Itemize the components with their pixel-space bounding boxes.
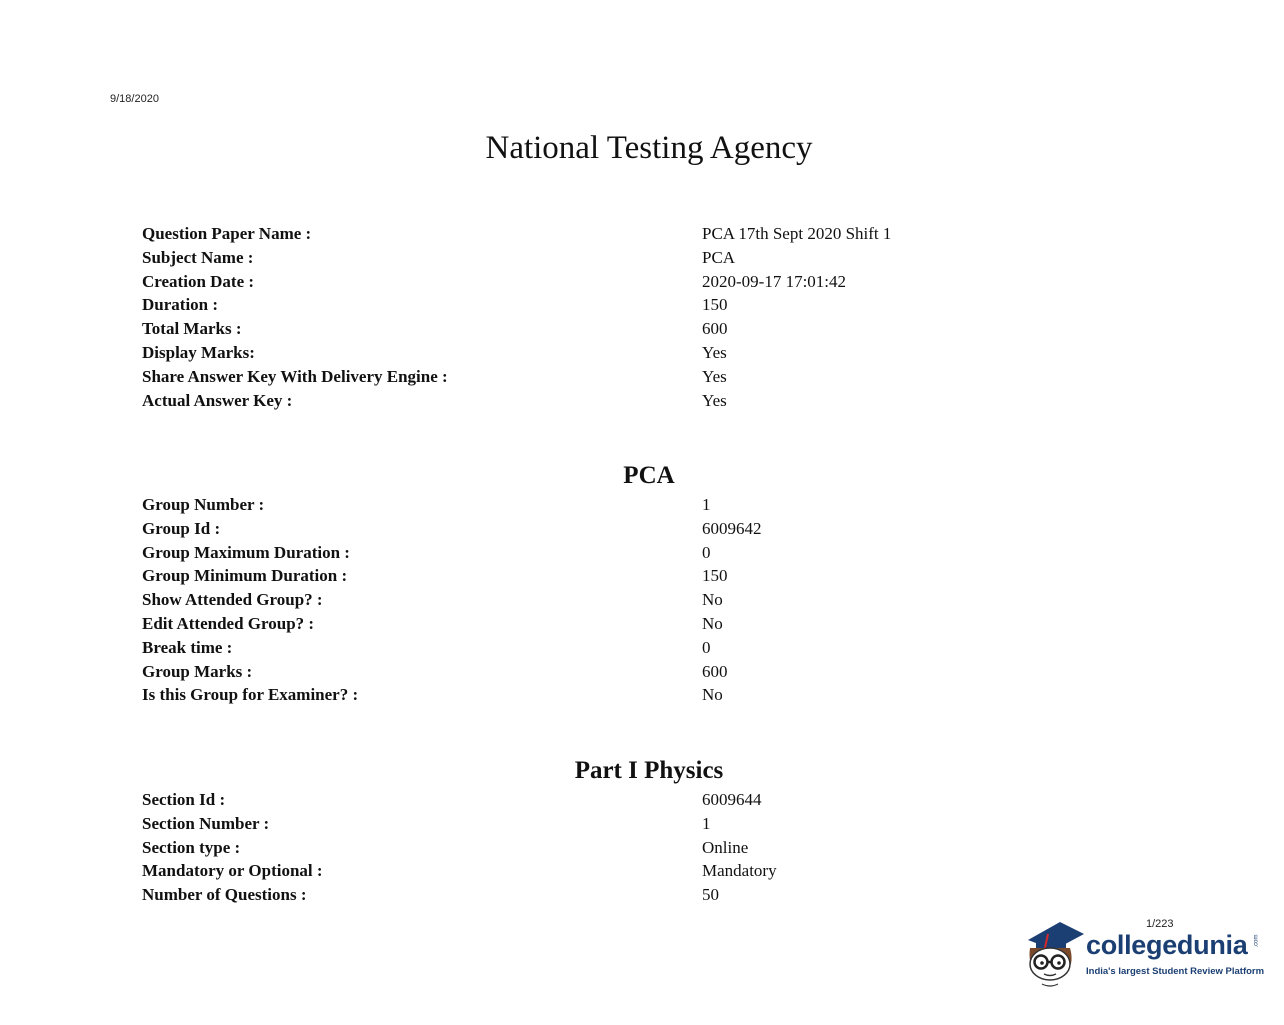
section-row bbox=[142, 859, 1042, 883]
group-label: Edit Attended Group? : bbox=[142, 613, 315, 633]
section-value: 1 bbox=[702, 813, 711, 833]
group-row bbox=[142, 636, 1042, 660]
info-value: Yes bbox=[702, 342, 727, 362]
section-label: Section Id : bbox=[142, 790, 226, 809]
info-row bbox=[142, 246, 1042, 270]
group-label: Group Minimum Duration : bbox=[142, 566, 348, 586]
group-label: Group Marks : bbox=[142, 661, 253, 681]
info-label: Share Answer Key With Delivery Engine : bbox=[142, 366, 448, 386]
info-value: PCA bbox=[702, 247, 736, 267]
paper-info-list bbox=[142, 222, 1042, 412]
section-info-list bbox=[142, 788, 1042, 907]
group-value: 1 bbox=[702, 495, 711, 514]
group-label: Group Maximum Duration : bbox=[142, 542, 350, 562]
group-value: No bbox=[702, 590, 723, 610]
group-value: 0 bbox=[702, 637, 711, 657]
section-value: 6009644 bbox=[702, 790, 762, 809]
group-title: PCA bbox=[623, 462, 675, 489]
info-label: Total Marks : bbox=[142, 319, 242, 339]
brand-name: collegedunia bbox=[1086, 930, 1248, 960]
collegedunia-logo bbox=[1022, 918, 1265, 990]
section-label: Section type : bbox=[142, 837, 241, 857]
info-value: Yes bbox=[702, 366, 727, 386]
section-row bbox=[142, 836, 1042, 860]
info-value: 600 bbox=[702, 319, 728, 339]
info-row bbox=[142, 270, 1042, 294]
info-row bbox=[142, 341, 1042, 365]
info-value: Yes bbox=[702, 390, 727, 410]
info-label: Display Marks: bbox=[142, 342, 255, 362]
group-label: Group Id : bbox=[142, 518, 221, 538]
section-value: Online bbox=[702, 837, 749, 857]
info-value: 150 bbox=[702, 295, 728, 315]
group-value: 150 bbox=[702, 566, 728, 586]
group-row bbox=[142, 588, 1042, 612]
info-label: Actual Answer Key : bbox=[142, 390, 293, 410]
section-row bbox=[142, 812, 1042, 836]
section-row bbox=[142, 883, 1042, 907]
info-row bbox=[142, 389, 1042, 413]
section-label: Mandatory or Optional : bbox=[142, 861, 323, 881]
info-label: Question Paper Name : bbox=[142, 224, 312, 243]
page-number: 1/223 bbox=[1146, 918, 1174, 930]
student-mascot-icon bbox=[1022, 918, 1088, 988]
info-label: Creation Date : bbox=[142, 271, 255, 291]
info-value: 2020-09-17 17:01:42 bbox=[702, 271, 847, 291]
section-label: Section Number : bbox=[142, 813, 270, 833]
group-row bbox=[142, 517, 1042, 541]
group-row bbox=[142, 612, 1042, 636]
group-info-list bbox=[142, 493, 1042, 707]
info-label: Subject Name : bbox=[142, 247, 254, 267]
section-title: Part I Physics bbox=[574, 757, 724, 784]
section-value: 50 bbox=[702, 885, 719, 905]
group-row bbox=[142, 493, 1042, 517]
group-value: 6009642 bbox=[702, 518, 762, 538]
brand-tagline: India's largest Student Review Platform bbox=[1086, 966, 1265, 977]
info-label: Duration : bbox=[142, 295, 219, 315]
group-value: 600 bbox=[702, 661, 728, 681]
group-label: Is this Group for Examiner? : bbox=[142, 685, 359, 705]
info-row bbox=[142, 365, 1042, 389]
group-row bbox=[142, 683, 1042, 707]
group-row bbox=[142, 564, 1042, 588]
info-row bbox=[142, 222, 1042, 246]
group-value: No bbox=[702, 613, 723, 633]
group-row bbox=[142, 660, 1042, 684]
info-value: PCA 17th Sept 2020 Shift 1 bbox=[702, 224, 892, 243]
group-label: Group Number : bbox=[142, 495, 265, 514]
info-row bbox=[142, 317, 1042, 341]
brand-suffix: .com bbox=[1253, 934, 1260, 948]
info-row bbox=[142, 293, 1042, 317]
group-label: Show Attended Group? : bbox=[142, 590, 323, 610]
section-value: Mandatory bbox=[702, 861, 777, 881]
group-value: 0 bbox=[702, 542, 711, 562]
section-row bbox=[142, 788, 1042, 812]
print-date: 9/18/2020 bbox=[110, 93, 159, 105]
section-label: Number of Questions : bbox=[142, 885, 307, 905]
group-value: No bbox=[702, 685, 723, 705]
group-row bbox=[142, 541, 1042, 565]
document-title: National Testing Agency bbox=[485, 130, 813, 166]
group-label: Break time : bbox=[142, 637, 233, 657]
